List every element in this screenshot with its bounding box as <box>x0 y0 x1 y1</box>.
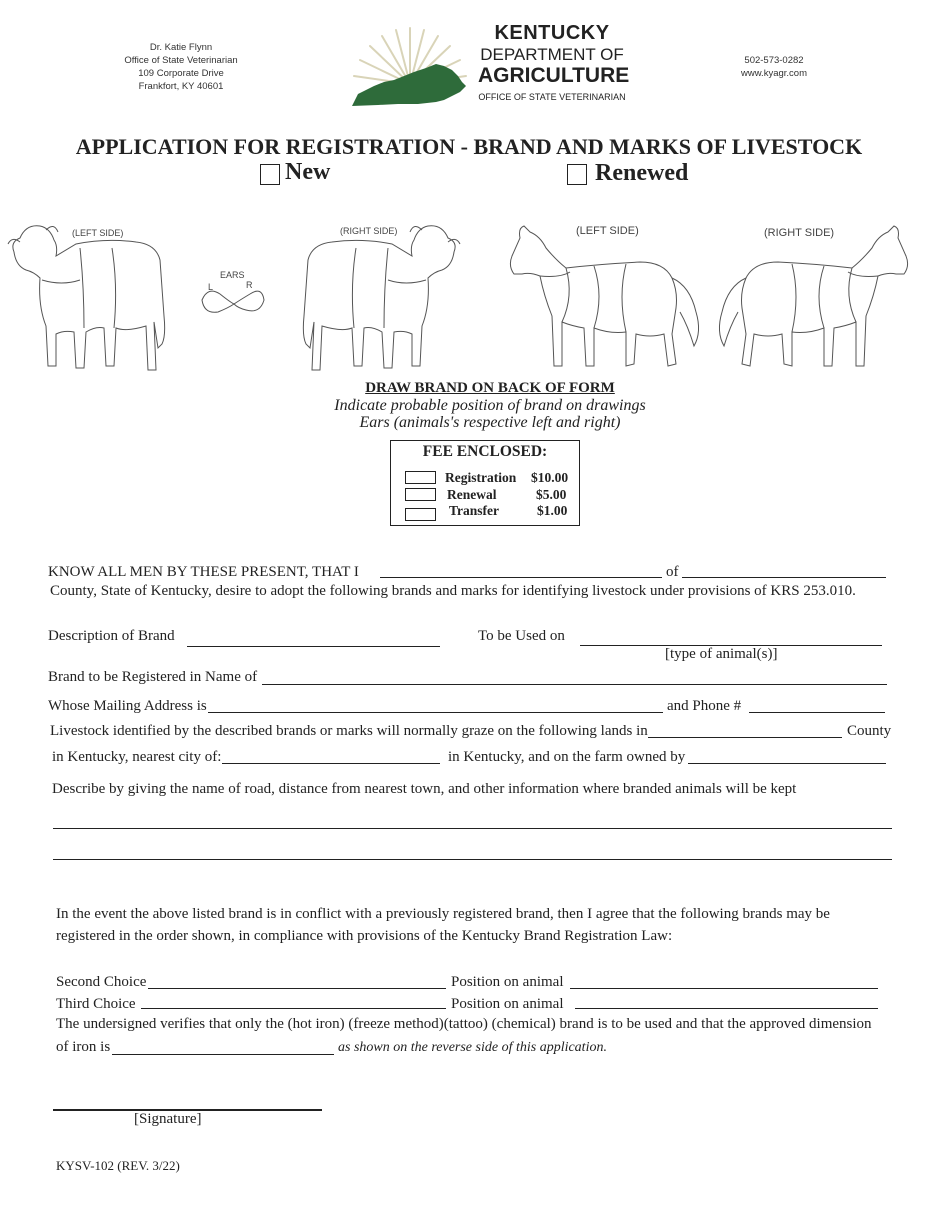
draw-brand-instruction: DRAW BRAND ON BACK OF FORM <box>365 380 615 396</box>
farm-owned-label: in Kentucky, and on the farm owned by <box>448 749 686 765</box>
of-iron-label: of iron is <box>56 1039 111 1055</box>
contact-name: Dr. Katie Flynn <box>149 42 213 53</box>
new-label: New <box>285 159 331 185</box>
nearest-city-label: in Kentucky, nearest city of: <box>52 749 222 765</box>
transfer-fee-checkbox[interactable] <box>405 508 436 521</box>
horse-left-side-drawing[interactable] <box>500 216 706 380</box>
second-position-label: Position on animal <box>451 974 564 990</box>
second-choice-label: Second Choice <box>56 974 147 990</box>
know-all-label: KNOW ALL MEN BY THESE PRESENT, THAT I <box>48 564 359 580</box>
registration-fee-label: Registration <box>445 470 517 485</box>
applicant-county-field[interactable] <box>682 577 886 578</box>
describe-location-label: Describe by giving the name of road, distance from nearest town, and other information where branded animals will be kept <box>52 781 797 797</box>
registration-fee-checkbox[interactable] <box>405 471 436 484</box>
renewed-label: Renewed <box>595 160 689 186</box>
registered-name-label: Brand to be Registered in Name of <box>48 669 258 685</box>
renewed-checkbox[interactable] <box>567 164 587 185</box>
signature-caption: [Signature] <box>134 1111 202 1127</box>
phone-number: 502-573-0282 <box>744 55 804 66</box>
location-description-line-2[interactable] <box>53 859 892 860</box>
applicant-name-field[interactable] <box>380 577 662 578</box>
location-description-line-1[interactable] <box>53 828 892 829</box>
to-be-used-on-label: To be Used on <box>478 628 565 644</box>
county-label: County <box>847 723 892 739</box>
second-choice-field[interactable] <box>148 988 446 989</box>
contact-block <box>108 41 254 93</box>
phone-field[interactable] <box>749 712 885 713</box>
graze-statement: Livestock identified by the described brands or marks will normally graze on the following lands in <box>50 723 648 739</box>
contact-right <box>722 54 826 80</box>
horse-right-side-drawing[interactable] <box>712 216 918 380</box>
renewal-fee-checkbox[interactable] <box>405 488 436 501</box>
nearest-city-field[interactable] <box>222 763 440 764</box>
conflict-statement-line-2: registered in the order shown, in compliance with provisions of the Kentucky Brand Registration Law: <box>56 928 673 944</box>
fee-title: FEE ENCLOSED: <box>422 443 548 460</box>
cow-left-side-drawing[interactable] <box>6 216 170 380</box>
form-title: APPLICATION FOR REGISTRATION - BRAND AND MARKS OF LIVESTOCK <box>75 134 863 159</box>
conflict-statement-line-1: In the event the above listed brand is in conflict with a previously registered brand, then I agree that the following brands may be <box>56 906 830 922</box>
description-of-brand-field[interactable] <box>187 646 440 647</box>
registered-name-field[interactable] <box>262 684 887 685</box>
horse-right-label: (RIGHT SIDE) <box>764 227 835 239</box>
ears-label: EARS <box>220 270 245 280</box>
ear-right-label: R <box>246 280 253 290</box>
third-position-label: Position on animal <box>451 996 564 1012</box>
cow-right-label: (RIGHT SIDE) <box>340 226 398 236</box>
contact-office: Office of State Veterinarian <box>124 55 238 66</box>
mailing-address-field[interactable] <box>208 712 663 713</box>
cow-right-side-drawing[interactable] <box>298 216 462 380</box>
type-of-animals-caption: [type of animal(s)] <box>665 646 778 662</box>
form-number: KYSV-102 (REV. 3/22) <box>56 1158 180 1173</box>
registration-fee-amount: $10.00 <box>531 470 569 485</box>
mailing-address-label: Whose Mailing Address is <box>48 698 207 714</box>
third-choice-label: Third Choice <box>56 996 136 1012</box>
of-label: of <box>666 564 679 580</box>
agency-logo-text <box>478 22 630 106</box>
kentucky-sunburst-logo <box>348 24 472 110</box>
verify-statement: The undersigned verifies that only the (hot iron) (freeze method)(tattoo) (chemical) brand is to be used and that the approved dimension <box>56 1016 872 1032</box>
ear-left-label: L <box>208 282 214 292</box>
new-checkbox[interactable] <box>260 164 280 185</box>
horse-left-label: (LEFT SIDE) <box>576 225 639 237</box>
logo-office: OFFICE OF STATE VETERINARIAN <box>478 92 626 102</box>
renewal-fee-amount: $5.00 <box>536 487 567 502</box>
logo-kentucky: KENTUCKY <box>494 22 610 44</box>
farm-owner-field[interactable] <box>688 763 886 764</box>
second-position-field[interactable] <box>570 988 878 989</box>
graze-county-field[interactable] <box>648 737 842 738</box>
description-of-brand-label: Description of Brand <box>48 628 175 644</box>
transfer-fee-amount: $1.00 <box>537 503 568 518</box>
fee-enclosed-box <box>390 440 580 526</box>
logo-agriculture: AGRICULTURE <box>478 64 630 87</box>
iron-dimension-field[interactable] <box>112 1054 334 1055</box>
county-statement: County, State of Kentucky, desire to adopt the following brands and marks for identifying livestock under provisions of KRS 253.010. <box>50 583 856 599</box>
third-position-field[interactable] <box>575 1008 878 1009</box>
contact-street: 109 Corporate Drive <box>138 68 224 79</box>
renewal-fee-label: Renewal <box>447 487 497 502</box>
transfer-fee-label: Transfer <box>449 503 499 518</box>
reverse-side-note: as shown on the reverse side of this application. <box>338 1040 607 1055</box>
ears-drawing[interactable] <box>198 264 268 322</box>
ears-note: Ears (animals's respective left and right) <box>359 414 621 431</box>
website: www.kyagr.com <box>741 68 807 79</box>
phone-label: and Phone # <box>667 698 742 714</box>
third-choice-field[interactable] <box>141 1008 446 1009</box>
logo-department: DEPARTMENT OF <box>480 45 624 64</box>
indicate-position-note: Indicate probable position of brand on drawings <box>334 397 646 414</box>
cow-left-label: (LEFT SIDE) <box>72 228 124 238</box>
contact-city: Frankfort, KY 40601 <box>138 81 224 92</box>
